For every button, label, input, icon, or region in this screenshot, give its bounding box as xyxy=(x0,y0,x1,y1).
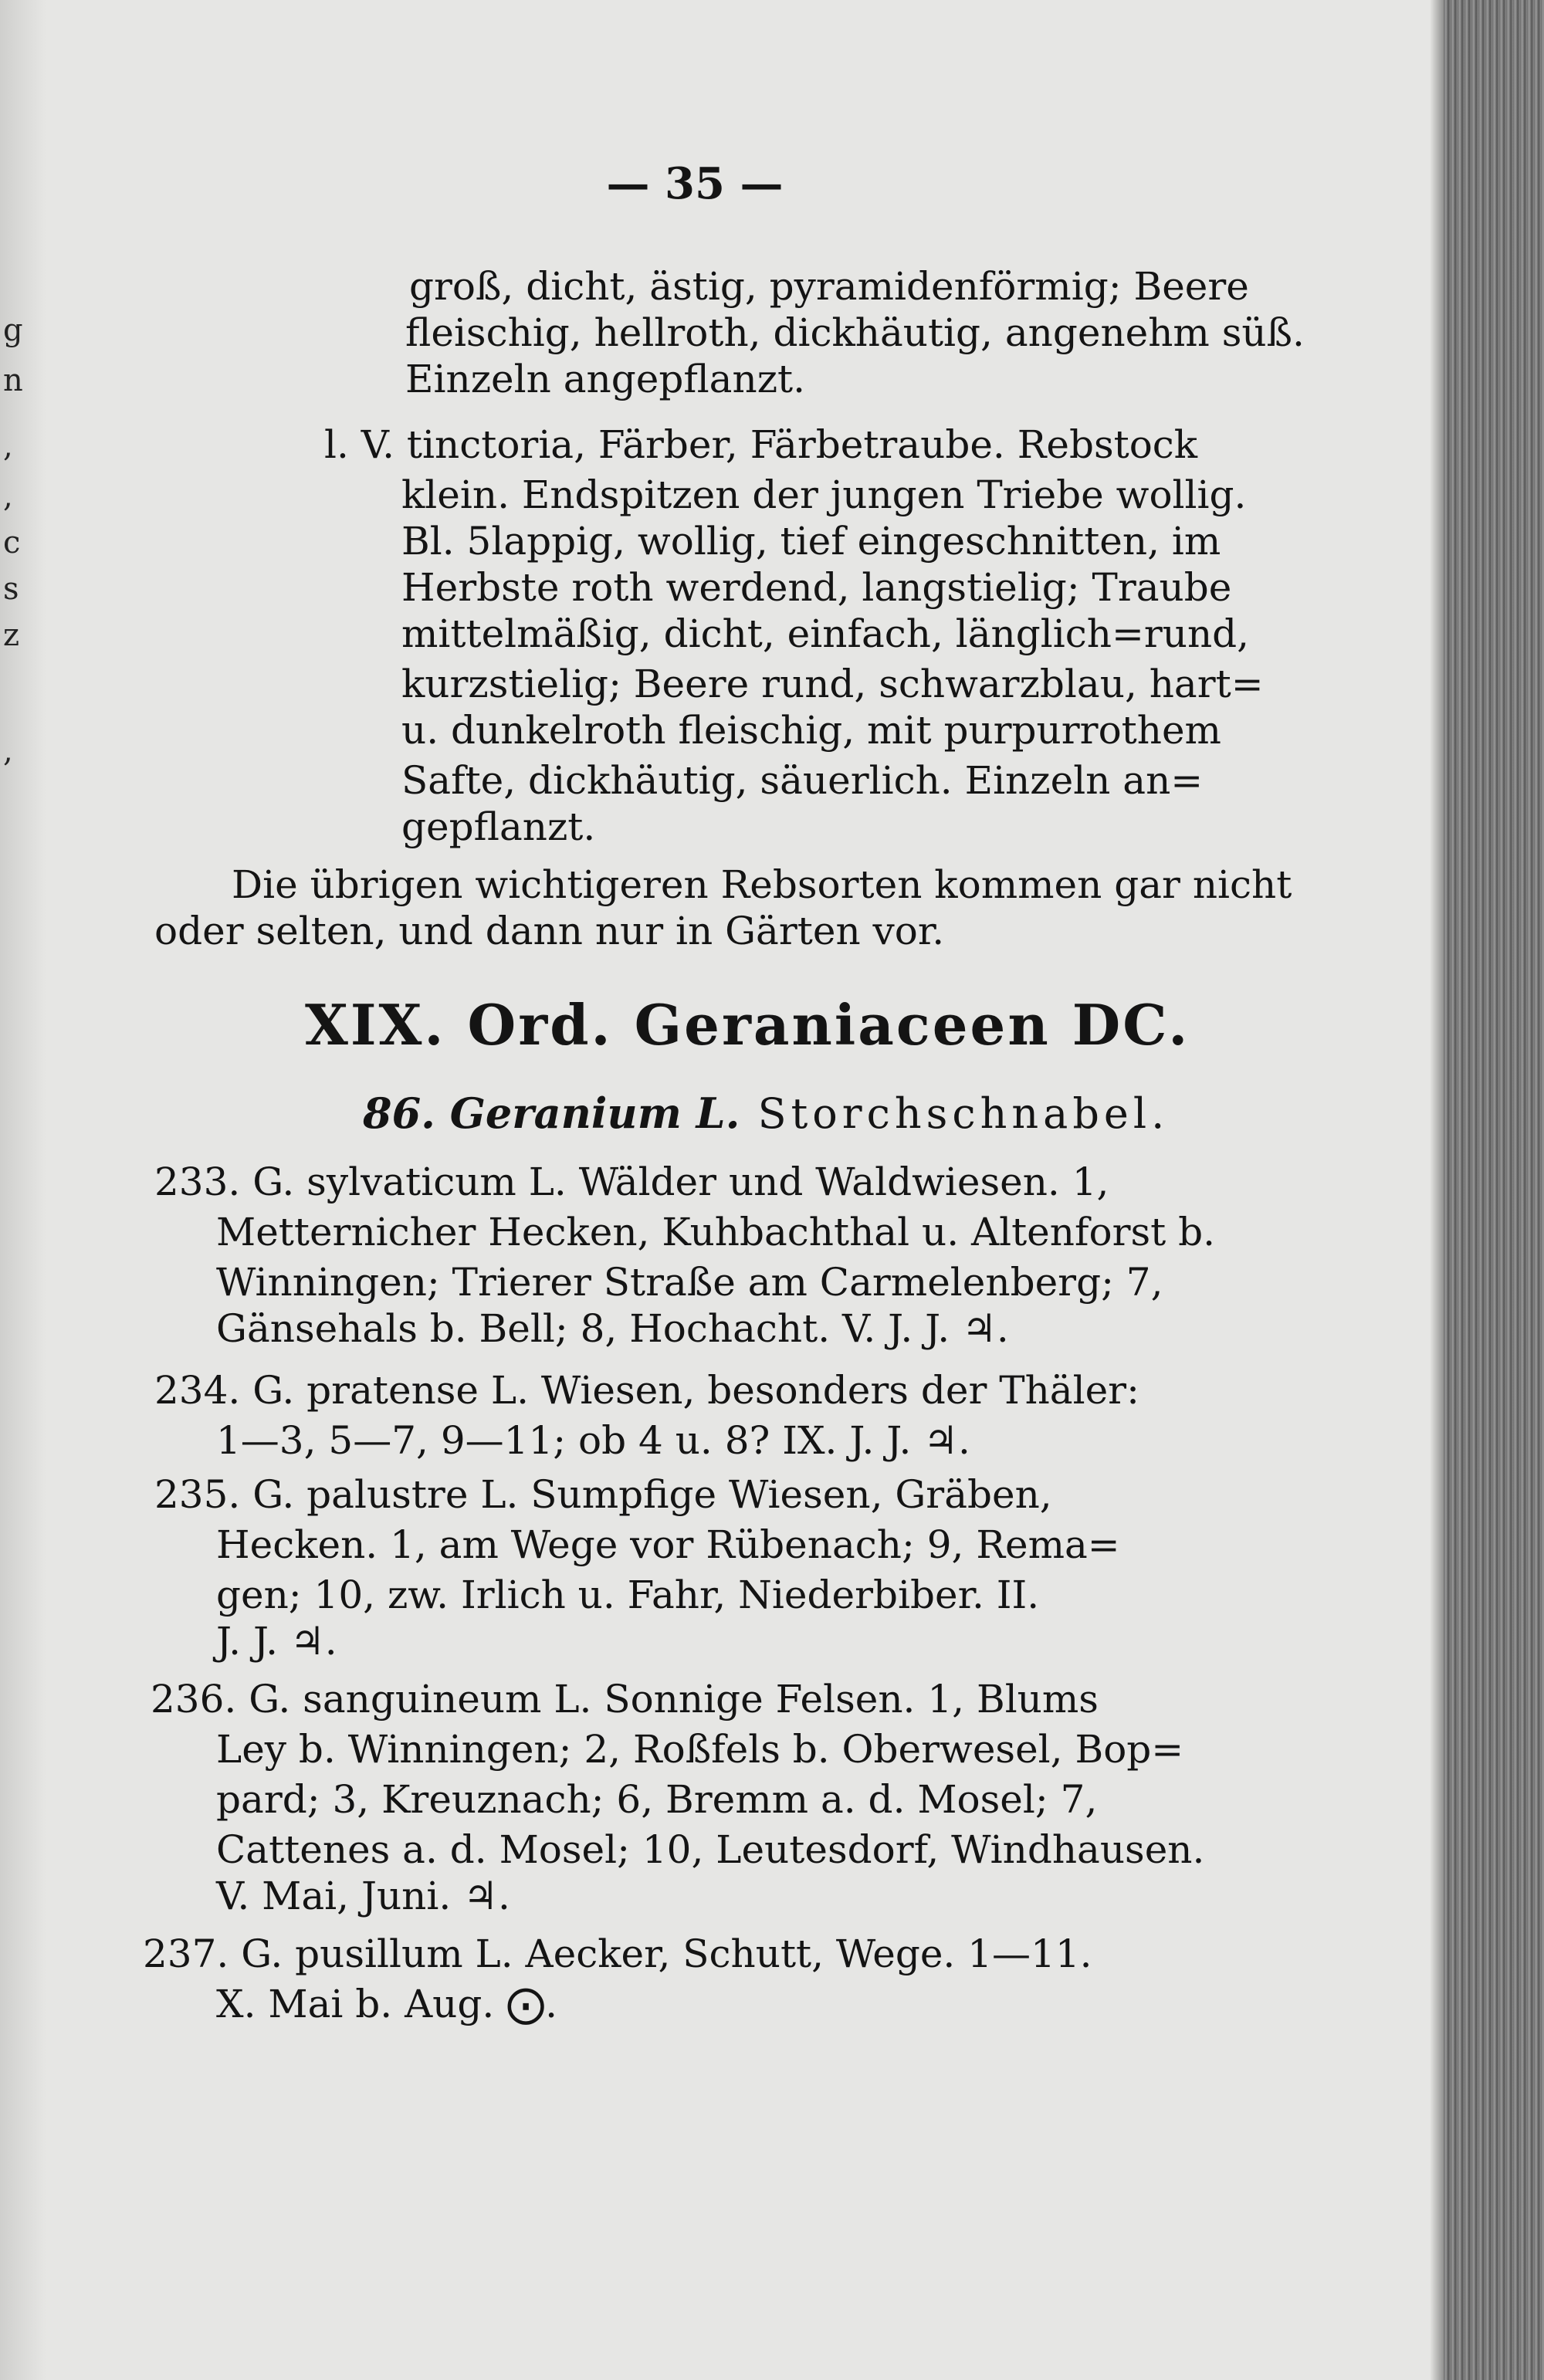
species-entry-line: 237. G. pusillum L. Aecker, Schutt, Wege. 1—11. xyxy=(143,1931,1092,1976)
species-entry-line: 233. G. sylvaticum L. Wälder und Waldwiesen. 1, xyxy=(154,1160,1109,1204)
gutter-fragment: c xyxy=(3,525,21,560)
species-entry-line: 1—3, 5—7, 9—11; ob 4 u. 8? IX. J. J. ♃. xyxy=(216,1418,970,1463)
species-entry-line: pard; 3, Kreuznach; 6, Bremm a. d. Mosel; 7, xyxy=(216,1777,1098,1822)
text-line: Die übrigen wichtigeren Rebsorten kommen gar nicht xyxy=(232,862,1292,907)
text-line: Herbste roth werdend, langstielig; Traube xyxy=(401,565,1232,610)
text-line: l. V. tinctoria, Färber, Färbetraube. Rebstock xyxy=(324,422,1198,467)
gutter-fragment: , xyxy=(3,428,13,464)
text-line: kurzstielig; Beere rund, schwarzblau, hart= xyxy=(401,662,1264,706)
text-line: Safte, dickhäutig, säuerlich. Einzeln an= xyxy=(401,758,1204,803)
species-entry-line: 236. G. sanguineum L. Sonnige Felsen. 1, Blums xyxy=(151,1677,1099,1722)
species-entry-line: J. J. ♃. xyxy=(216,1619,337,1664)
order-heading: XIX. Ord. Geraniaceen DC. xyxy=(305,992,1190,1058)
gutter-fragment: n xyxy=(3,363,23,398)
text-line: Einzeln angepflanzt. xyxy=(405,357,806,401)
species-entry-line: 235. G. palustre L. Sumpfige Wiesen, Gräben, xyxy=(154,1472,1052,1517)
book-fore-edge xyxy=(1444,0,1544,2380)
species-entry-line: Hecken. 1, am Wege vor Rübenach; 9, Rema= xyxy=(216,1522,1120,1567)
species-entry-line: Gänsehals b. Bell; 8, Hochacht. V. J. J. ♃. xyxy=(216,1306,1009,1351)
species-entry-line: V. Mai, Juni. ♃. xyxy=(216,1874,510,1918)
text-line: fleischig, hellroth, dickhäutig, angenehm süß. xyxy=(405,310,1305,355)
gutter-fragment: z xyxy=(3,618,20,653)
species-entry-line: X. Mai b. Aug. ⨀. xyxy=(216,1982,558,2026)
gutter-fragment: , xyxy=(3,479,13,514)
genus-heading xyxy=(363,1088,1169,1138)
species-entry-line: 234. G. pratense L. Wiesen, besonders der Thäler: xyxy=(154,1368,1139,1413)
species-entry-line: Cattenes a. d. Mosel; 10, Leutesdorf, Windhausen. xyxy=(216,1827,1205,1872)
text-line: klein. Endspitzen der jungen Triebe wollig. xyxy=(401,472,1247,517)
gutter-fragment: , xyxy=(3,733,13,769)
species-entry-line: Ley b. Winningen; 2, Roßfels b. Oberwesel, Bop= xyxy=(216,1727,1184,1772)
gutter-fragment: g xyxy=(3,313,23,348)
species-entry-line: gen; 10, zw. Irlich u. Fahr, Niederbiber. II. xyxy=(216,1573,1040,1617)
species-entry-line: Metternicher Hecken, Kuhbachthal u. Altenforst b. xyxy=(216,1210,1216,1254)
gutter-fragment: s xyxy=(3,571,19,607)
text-line: gepflanzt. xyxy=(401,804,596,849)
text-line: Bl. 5lappig, wollig, tief eingeschnitten, im xyxy=(401,519,1221,564)
species-entry-line: Winningen; Trierer Straße am Carmelenberg; 7, xyxy=(216,1260,1163,1305)
text-line: oder selten, und dann nur in Gärten vor. xyxy=(154,909,945,953)
text-line: mittelmäßig, dicht, einfach, länglich=rund, xyxy=(401,611,1250,656)
text-line: u. dunkelroth fleischig, mit purpurrothem xyxy=(401,708,1221,753)
genus-german-name: Storchschnabel. xyxy=(757,1089,1170,1138)
page-number: — 35 — xyxy=(606,158,784,209)
text-line: groß, dicht, ästig, pyramidenförmig; Beere xyxy=(409,264,1249,309)
genus-latin-name: 86. Geranium L. xyxy=(363,1088,740,1138)
